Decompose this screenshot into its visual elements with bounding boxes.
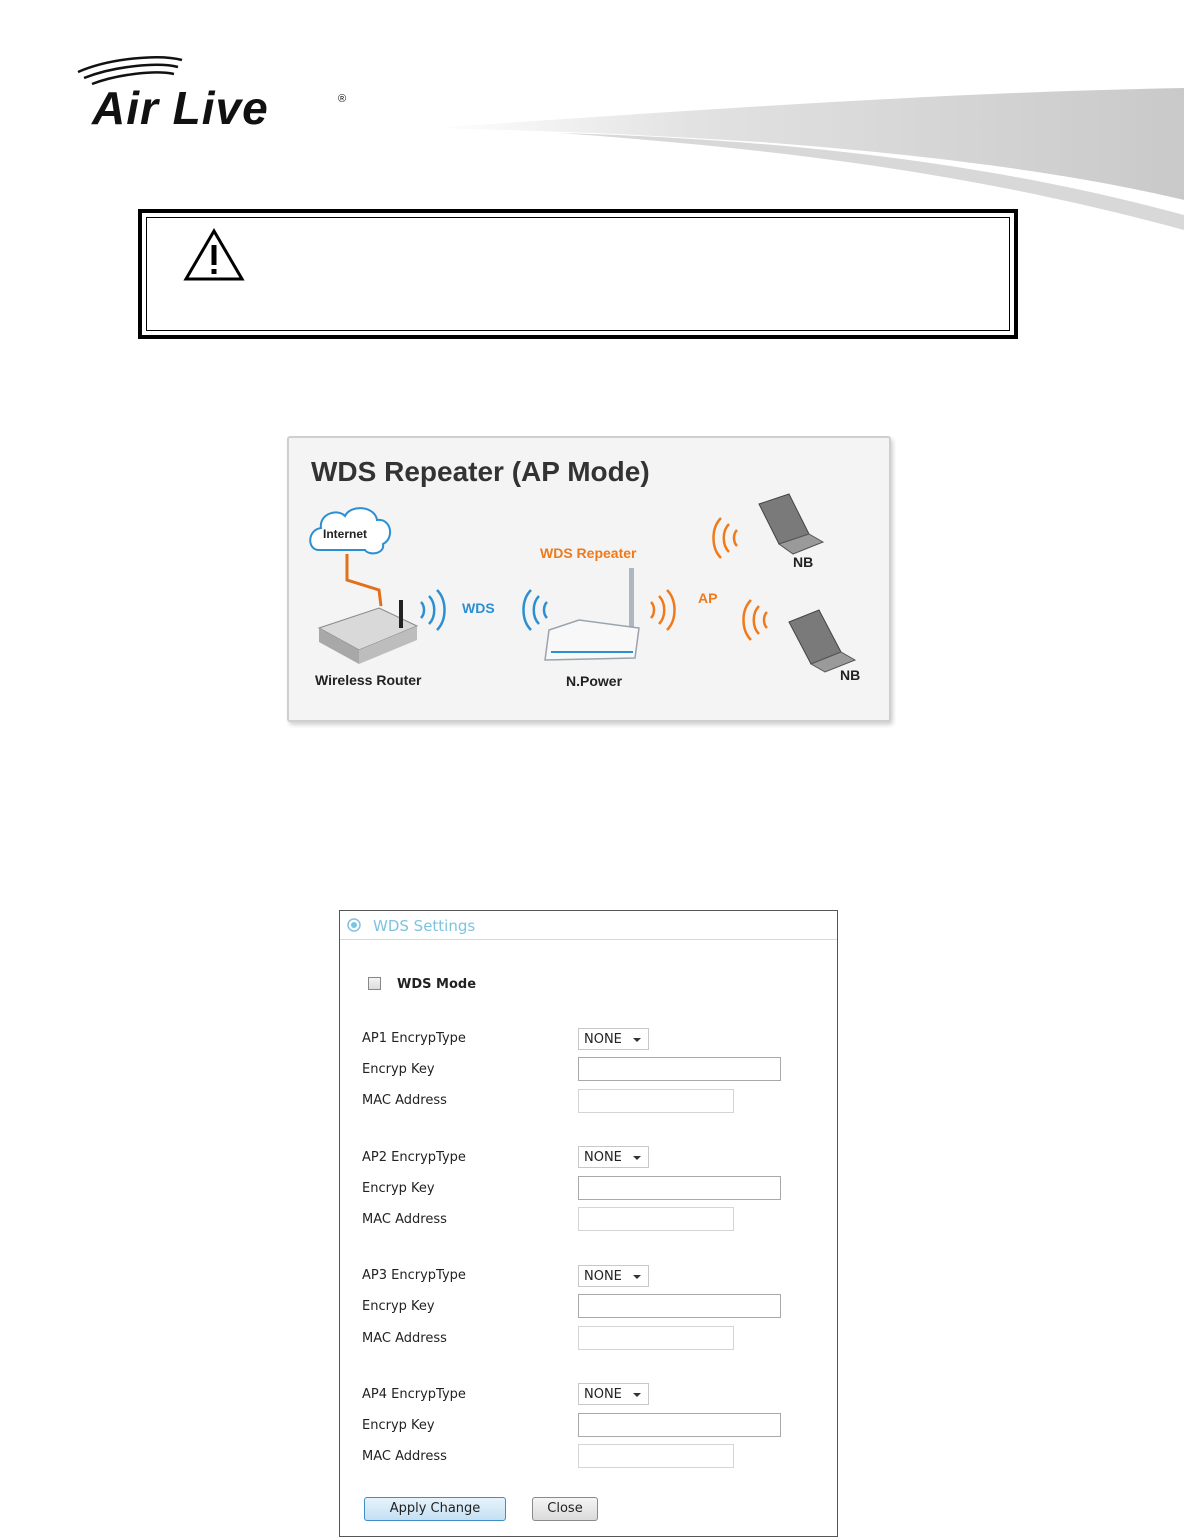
ap1-mac-address-input[interactable]: [578, 1089, 734, 1113]
notebook-top-icon: [759, 494, 823, 554]
ap-signal-right-icon: [651, 590, 675, 630]
ap3-encryptype-value: NONE: [584, 1269, 622, 1284]
warning-box: [138, 209, 1018, 339]
ap-label: AP: [698, 590, 718, 606]
svg-text:Air Live: Air Live: [92, 82, 269, 134]
chevron-down-icon: [633, 1393, 641, 1397]
ap1-encryptype-label: AP1 EncrypType: [362, 1031, 466, 1046]
ap4-encryp-key-input[interactable]: [578, 1413, 781, 1437]
wds-signal-right-icon: [421, 590, 445, 630]
nb-bottom-label: NB: [840, 667, 861, 683]
wireless-router-icon: [319, 600, 417, 664]
apply-change-button[interactable]: Apply Change: [364, 1497, 506, 1521]
wds-mode-label: WDS Mode: [397, 977, 477, 992]
ap3-encryptype-label: AP3 EncrypType: [362, 1268, 466, 1283]
ap-signal-top-icon: [714, 518, 738, 558]
warning-icon: [182, 227, 246, 283]
ap1-encryptype-select[interactable]: [578, 1028, 649, 1050]
ap-signal-bottom-icon: [744, 600, 768, 640]
npower-label: N.Power: [566, 673, 623, 689]
ap1-encryptype-value: NONE: [584, 1032, 622, 1047]
ap4-encryp-key-label: Encryp Key: [362, 1418, 435, 1433]
ap1-encryp-key-label: Encryp Key: [362, 1062, 435, 1077]
panel-header: [340, 911, 837, 940]
radio-circle-icon: [347, 918, 361, 932]
diagram-title: WDS Repeater (AP Mode): [311, 456, 650, 487]
ap4-encryptype-value: NONE: [584, 1387, 622, 1402]
ap4-encryptype-select[interactable]: [578, 1383, 649, 1405]
chevron-down-icon: [633, 1038, 641, 1042]
notebook-bottom-icon: [789, 610, 855, 672]
panel-title: WDS Settings: [373, 917, 476, 935]
wds-signal-left-icon: [524, 590, 548, 630]
svg-text:®: ®: [338, 93, 347, 105]
wireless-router-label: Wireless Router: [315, 672, 422, 688]
npower-device-icon: [545, 568, 639, 660]
ap2-encryptype-value: NONE: [584, 1150, 622, 1165]
chevron-down-icon: [633, 1156, 641, 1160]
wds-label: WDS: [462, 600, 495, 616]
ap1-mac-address-label: MAC Address: [362, 1093, 447, 1108]
internet-label: Internet: [323, 527, 368, 541]
ap2-encryptype-label: AP2 EncrypType: [362, 1150, 466, 1165]
ap1-encryp-key-input[interactable]: [578, 1057, 781, 1081]
ap3-encryp-key-input[interactable]: [578, 1294, 781, 1318]
chevron-down-icon: [633, 1275, 641, 1279]
ap4-mac-address-input[interactable]: [578, 1444, 734, 1468]
wds-repeater-diagram: [287, 436, 891, 722]
ap2-mac-address-input[interactable]: [578, 1207, 734, 1231]
ap2-encryp-key-label: Encryp Key: [362, 1181, 435, 1196]
wds-repeater-label: WDS Repeater: [540, 545, 637, 561]
ap4-mac-address-label: MAC Address: [362, 1449, 447, 1464]
nb-top-label: NB: [793, 554, 814, 570]
ap3-mac-address-input[interactable]: [578, 1326, 734, 1350]
ap3-encryptype-select[interactable]: [578, 1265, 649, 1287]
internet-cable: [347, 554, 381, 606]
wds-mode-checkbox[interactable]: [368, 977, 381, 990]
airlive-logo: [70, 50, 370, 140]
close-button[interactable]: Close: [532, 1497, 598, 1521]
ap4-encryptype-label: AP4 EncrypType: [362, 1387, 466, 1402]
ap2-encryp-key-input[interactable]: [578, 1176, 781, 1200]
ap2-encryptype-select[interactable]: [578, 1146, 649, 1168]
ap3-encryp-key-label: Encryp Key: [362, 1299, 435, 1314]
ap2-mac-address-label: MAC Address: [362, 1212, 447, 1227]
ap3-mac-address-label: MAC Address: [362, 1331, 447, 1346]
wds-settings-panel: [339, 910, 838, 1537]
